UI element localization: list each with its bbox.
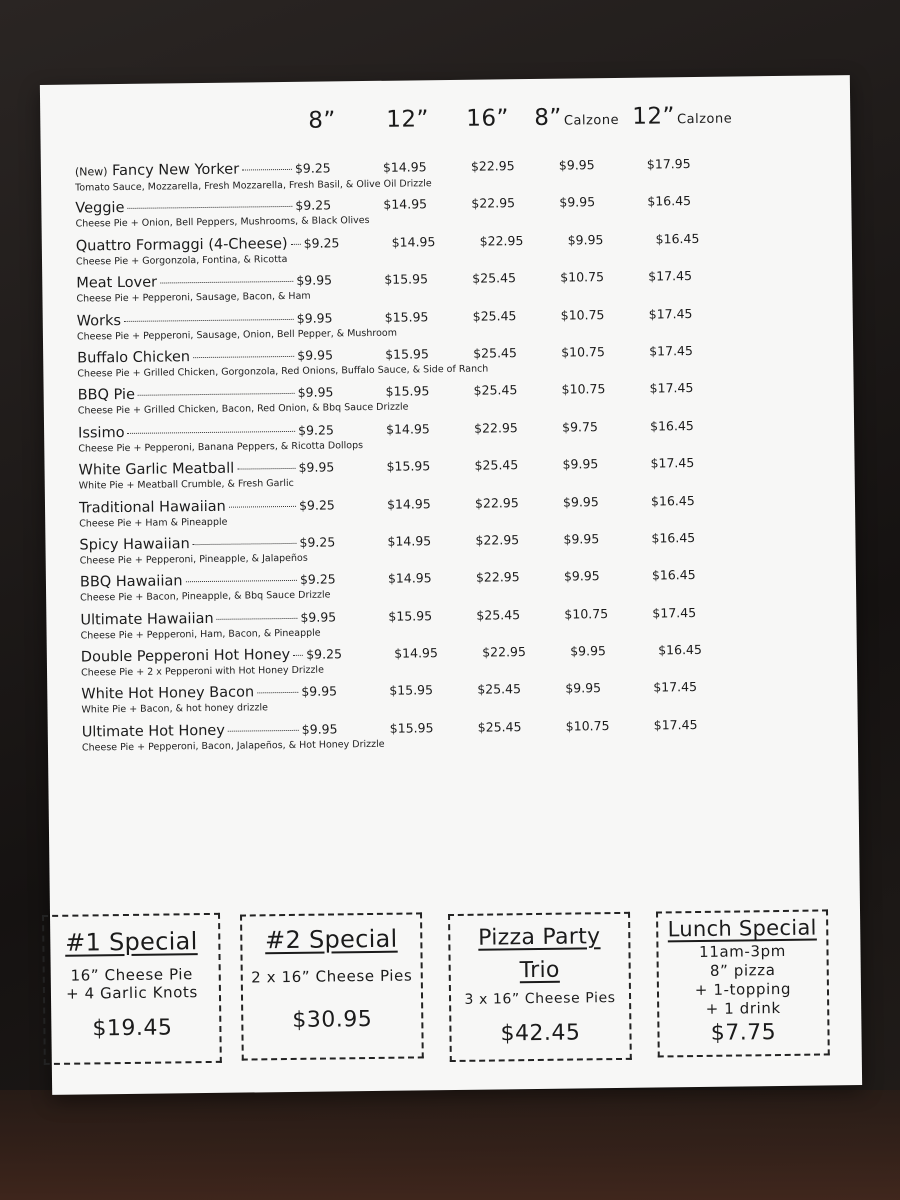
price-cell: $17.45: [649, 342, 693, 359]
leader-dots: [128, 431, 296, 434]
leader-dots: [242, 169, 292, 171]
special-3-title-line-1: Pizza Party: [478, 924, 601, 951]
menu-item-name: [76, 235, 288, 256]
price-cell: $15.95: [388, 607, 433, 624]
price-cell: $16.45: [649, 417, 694, 434]
leader-dots: [257, 692, 298, 694]
price-cell: $25.45: [472, 270, 517, 286]
special-4-line-1: 11am-3pm: [699, 941, 786, 961]
menu-item-name: [76, 274, 157, 293]
special-3-line-1: 3 x 16” Cheese Pies: [464, 990, 616, 1008]
price-cell: $22.95: [474, 494, 519, 511]
price-cell: $17.45: [653, 679, 698, 696]
menu-item-tag: (New): [74, 165, 108, 179]
price-cell: $9.25: [303, 235, 340, 251]
menu-item-name: [77, 348, 190, 367]
price-cell: $15.95: [385, 383, 430, 400]
price-cell: $14.95: [387, 570, 432, 587]
leader-dots: [291, 244, 301, 245]
menu-items-list: [75, 155, 742, 761]
price-cell: $25.45: [472, 307, 517, 324]
price-cell: $14.95: [394, 645, 439, 661]
special-4-line-2: 8” pizza: [709, 961, 776, 980]
price-cell: $14.95: [386, 495, 431, 512]
menu-item-name-text: Issimo: [78, 424, 125, 442]
menu-item-description: Tomato Sauce, Mozzarella, Fresh Mozzarella, Fresh Basil, & Olive Oil Drizzle: [75, 178, 432, 194]
menu-item-description: White Pie + Bacon, & hot honey drizzle: [81, 702, 269, 716]
menu-item-name: [80, 573, 183, 592]
leader-dots: [228, 730, 299, 732]
menu-item-description: Cheese Pie + Pepperoni, Banana Peppers, & Ricotta Dollops: [78, 439, 364, 455]
wood-table-edge: [0, 1090, 900, 1200]
special-3-title-line-2: Trio: [519, 957, 560, 984]
special-1-line-1: 16” Cheese Pie: [70, 965, 194, 985]
special-2-price: $30.95: [292, 1006, 373, 1033]
price-cell: $22.95: [473, 419, 518, 436]
price-cell: $10.75: [560, 306, 605, 323]
price-cell: $17.45: [650, 455, 695, 471]
menu-item-description: Cheese Pie + Pepperoni, Bacon, Jalapeños, & Hot Honey Drizzle: [81, 738, 385, 754]
price-cell: $9.95: [559, 194, 596, 211]
menu-item-name: [82, 722, 225, 742]
special-1-line-2: + 4 Garlic Knots: [65, 983, 198, 1003]
price-cell: $17.95: [646, 156, 691, 172]
special-2-line-1: 2 x 16” Cheese Pies: [251, 966, 413, 987]
price-cell: $15.95: [386, 458, 431, 474]
size-col-8: 8”: [308, 107, 337, 134]
price-cell: $22.95: [482, 644, 527, 660]
price-cell: $9.25: [299, 571, 336, 588]
size-header: [40, 101, 850, 151]
price-cell: $9.95: [558, 157, 595, 173]
menu-item-name-text: White Hot Honey Bacon: [81, 684, 255, 703]
menu-sheet: [40, 75, 862, 1095]
special-1-title: #1 Special: [64, 927, 198, 957]
price-cell: $25.45: [473, 345, 518, 361]
menu-item-name: [78, 460, 234, 480]
size-col-12-calzone: 12” Calzone: [632, 103, 733, 130]
price-cell: $25.45: [476, 606, 521, 623]
price-cell: $9.95: [563, 568, 600, 584]
special-2-title: #2 Special: [264, 924, 398, 955]
menu-item-name: [78, 424, 125, 443]
price-cell: $17.45: [649, 380, 694, 396]
menu-item-name-text: Fancy New Yorker: [112, 161, 240, 180]
price-cell: $22.95: [475, 532, 520, 548]
special-4-price: $7.75: [710, 1020, 777, 1046]
price-cell: $9.95: [562, 493, 599, 510]
price-cell: $15.95: [389, 720, 434, 736]
menu-item: [82, 715, 742, 760]
menu-item-name-text: Veggie: [75, 200, 125, 217]
price-cell: $9.25: [294, 160, 331, 176]
menu-item-name-text: Traditional Hawaiian: [78, 498, 226, 517]
price-cell: $9.25: [299, 534, 336, 550]
price-cell: $9.75: [561, 418, 598, 435]
price-cell: $16.45: [651, 567, 696, 583]
special-3-price: $42.45: [500, 1020, 581, 1047]
menu-item-name: [79, 535, 189, 554]
price-cell: $14.95: [387, 533, 432, 549]
special-1-box: [42, 913, 222, 1065]
leader-dots: [127, 206, 292, 209]
price-cell: $22.95: [479, 232, 524, 249]
menu-item-name-text: Ultimate Hawaiian: [80, 610, 214, 629]
price-cell: $15.95: [384, 308, 429, 325]
price-cell: $9.25: [306, 646, 343, 662]
special-4-title: Lunch Special: [667, 915, 817, 942]
price-cell: $25.45: [473, 382, 518, 399]
menu-item-description: Cheese Pie + Onion, Bell Peppers, Mushrooms, & Black Olives: [75, 215, 370, 230]
leader-dots: [237, 468, 295, 470]
price-cell: $9.95: [563, 531, 600, 547]
price-cell: $9.25: [298, 422, 334, 438]
menu-item-description: Cheese Pie + Grilled Chicken, Gorgonzola, Red Onions, Buffalo Sauce, & Side of Ranch: [77, 363, 489, 380]
menu-item-name: [79, 497, 226, 517]
price-cell: $9.95: [567, 231, 604, 248]
price-cell: $14.95: [385, 420, 430, 437]
leader-dots: [186, 580, 297, 582]
price-cell: $10.75: [561, 381, 606, 397]
menu-item-name-text: BBQ Pie: [77, 387, 136, 404]
menu-item-name: [80, 610, 213, 630]
price-cell: $16.45: [650, 492, 695, 509]
menu-item-name: [78, 386, 136, 405]
price-cell: $10.75: [561, 344, 606, 360]
menu-item-name: [81, 684, 254, 704]
leader-dots: [124, 318, 294, 321]
price-cell: $14.95: [382, 159, 427, 175]
price-cell: $9.95: [300, 609, 337, 625]
price-cell: $10.75: [564, 605, 609, 622]
special-4-line-3: + 1-topping: [694, 979, 792, 1000]
price-cell: $17.45: [648, 268, 693, 284]
menu-item-name-text: Buffalo Chicken: [77, 349, 191, 367]
menu-item-description: Cheese Pie + Grilled Chicken, Bacon, Red Onion, & Bbq Sauce Drizzle: [77, 401, 409, 417]
price-cell: $9.95: [296, 309, 333, 326]
price-cell: $25.45: [477, 719, 522, 735]
price-cell: $17.45: [652, 604, 697, 621]
price-cell: $16.45: [647, 193, 692, 209]
price-cell: $25.45: [474, 457, 519, 473]
specials-row: [50, 905, 862, 1075]
price-cell: $10.75: [560, 269, 605, 285]
price-cell: $9.95: [297, 384, 334, 401]
menu-item-description: Cheese Pie + Pepperoni, Ham, Bacon, & Pineapple: [80, 627, 321, 642]
leader-dots: [293, 655, 303, 656]
price-cell: $10.75: [565, 717, 610, 734]
price-cell: $22.95: [471, 195, 516, 212]
price-cell: $9.95: [562, 456, 599, 472]
menu-item-description: Cheese Pie + Ham & Pineapple: [79, 516, 228, 530]
menu-item-name: [77, 312, 121, 331]
menu-item-name-text: Meat Lover: [76, 274, 158, 292]
menu-item-description: Cheese Pie + Gorgonzola, Fontina, & Ricotta: [75, 253, 288, 268]
price-cell: $14.95: [391, 233, 436, 250]
menu-item-name-text: Double Pepperoni Hot Honey: [80, 647, 291, 666]
price-cell: $16.45: [655, 230, 700, 247]
size-col-12: 12”: [386, 106, 430, 133]
price-cell: $9.95: [297, 347, 334, 363]
special-1-price: $19.45: [92, 1015, 173, 1042]
menu-item-name: [75, 161, 239, 182]
price-cell: $9.95: [565, 680, 602, 697]
leader-dots: [160, 281, 293, 284]
menu-item-name-text: Works: [76, 312, 122, 330]
special-4-box: [656, 909, 830, 1057]
special-4-line-4: + 1 drink: [705, 999, 781, 1018]
leader-dots: [193, 356, 294, 358]
menu-item-name-text: White Garlic Meatball: [78, 460, 235, 479]
price-cell: $9.95: [570, 643, 607, 659]
menu-item-description: Cheese Pie + 2 x Pepperoni with Hot Honey Drizzle: [80, 664, 324, 679]
size-col-8-calzone: 8” Calzone: [534, 104, 620, 131]
price-cell: $15.95: [384, 271, 429, 287]
price-cell: $9.95: [301, 683, 338, 700]
menu-item-description: Cheese Pie + Bacon, Pineapple, & Bbq Sauce Drizzle: [80, 589, 331, 604]
menu-item-name: [75, 199, 124, 218]
price-cell: $9.25: [298, 496, 335, 513]
leader-dots: [229, 505, 296, 507]
leader-dots: [193, 543, 297, 545]
size-col-16: 16”: [466, 105, 510, 132]
price-cell: $9.95: [301, 721, 338, 737]
menu-item-description: White Pie + Meatball Crumble, & Fresh Garlic: [78, 478, 294, 492]
price-cell: $16.45: [651, 529, 696, 546]
price-cell: $15.95: [389, 682, 434, 699]
price-cell: $22.95: [475, 569, 520, 585]
price-cell: $25.45: [477, 681, 522, 698]
price-cell: $16.45: [658, 642, 702, 658]
menu-item-name: [81, 646, 291, 667]
price-cell: $17.45: [648, 305, 693, 322]
price-cell: $22.95: [470, 158, 515, 174]
menu-item-description: Cheese Pie + Pepperoni, Sausage, Onion, Bell Pepper, & Mushroom: [76, 327, 398, 343]
price-cell: $9.95: [298, 459, 335, 475]
menu-item-name-text: BBQ Hawaiian: [79, 573, 183, 591]
price-cell: $9.95: [296, 272, 333, 289]
leader-dots: [217, 618, 298, 620]
menu-item-name-text: Quattro Formaggi (4-Cheese): [75, 235, 288, 255]
price-cell: $9.25: [295, 197, 332, 214]
leader-dots: [138, 393, 295, 396]
price-cell: $17.45: [653, 716, 698, 733]
special-3-box: [448, 912, 632, 1062]
menu-item-name-text: Ultimate Hot Honey: [81, 722, 225, 741]
menu-item-description: Cheese Pie + Pepperoni, Sausage, Bacon, & Ham: [76, 290, 311, 305]
price-cell: $14.95: [383, 196, 428, 213]
menu-item-description: Cheese Pie + Pepperoni, Pineapple, & Jalapeños: [79, 552, 308, 567]
menu-item-name-text: Spicy Hawaiian: [79, 536, 190, 554]
price-cell: $15.95: [385, 346, 430, 362]
special-2-box: [240, 912, 424, 1060]
